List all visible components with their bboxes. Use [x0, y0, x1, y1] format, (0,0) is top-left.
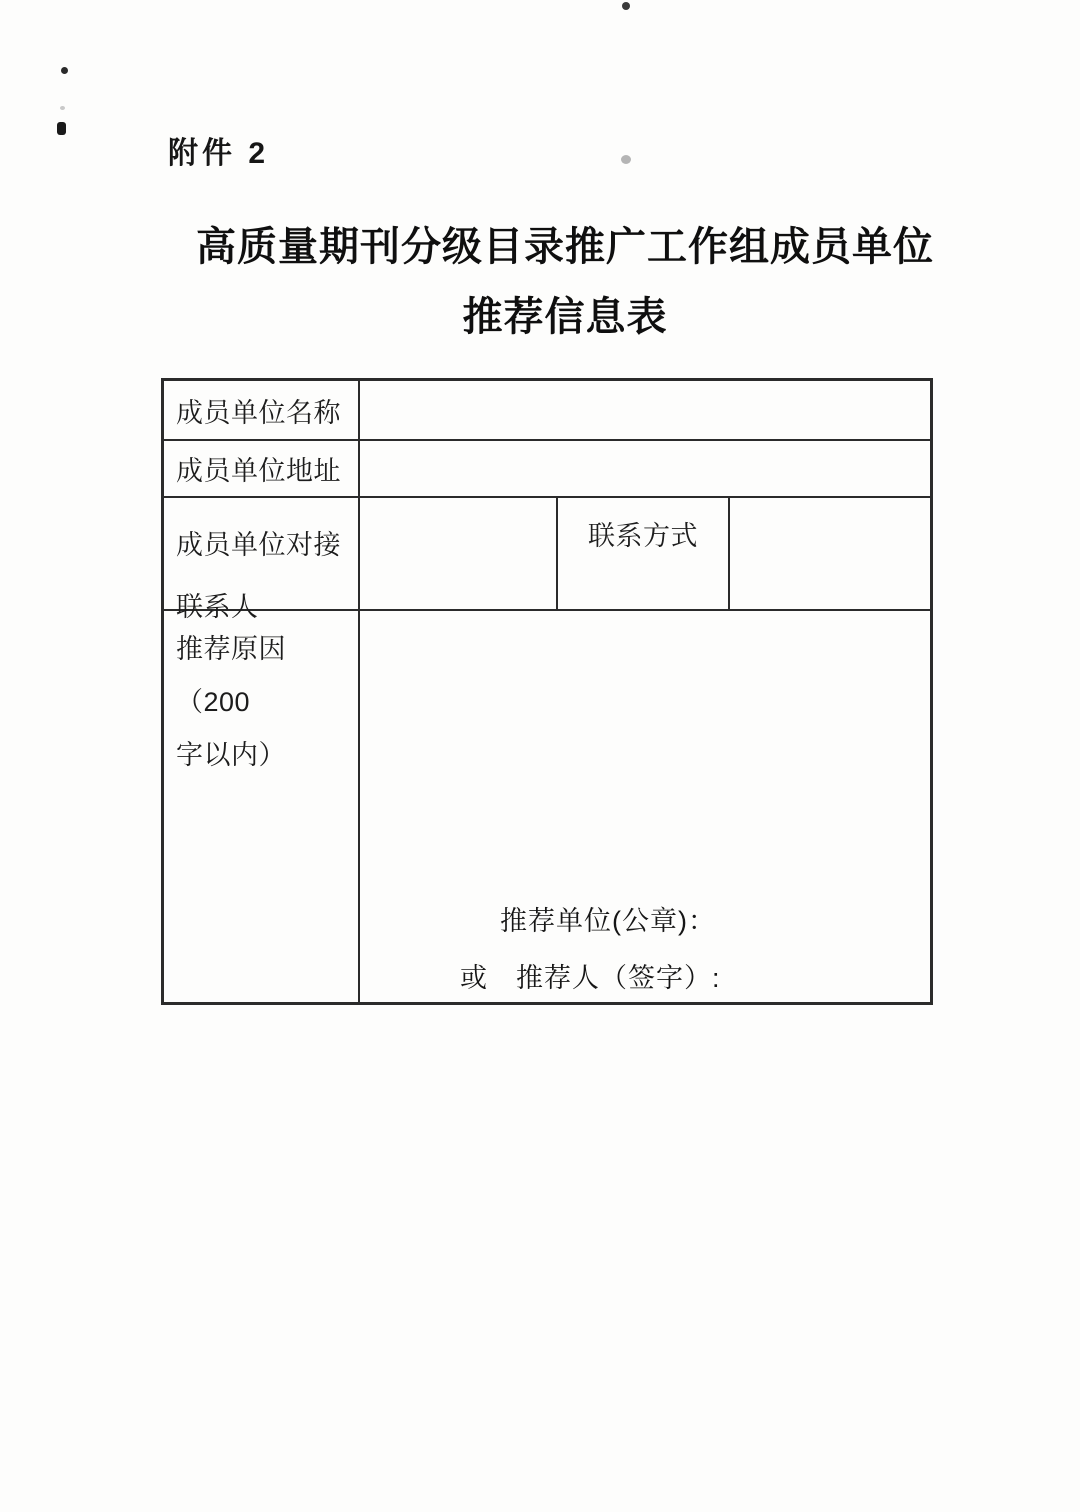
recommendation-form-table — [161, 378, 933, 1005]
row-label-member-unit-name: 成员单位名称 — [164, 381, 360, 441]
scan-speck — [621, 155, 631, 164]
row-label-recommendation-reason — [164, 611, 360, 1002]
row-label-contact-person-line1: 成员单位对接 — [176, 530, 341, 560]
row-label-recommendation-reason-line2: 字以内） — [176, 740, 286, 770]
document-title-line1: 高质量期刊分级目录推广工作组成员单位 — [196, 225, 934, 269]
attachment-label: 附件 2 — [168, 137, 270, 170]
scan-speck — [60, 106, 65, 110]
row-label-recommendation-reason-line1: 推荐原因（200 — [176, 634, 286, 717]
row-label-member-unit-address: 成员单位地址 — [164, 441, 360, 498]
recommendation-reason-field — [360, 611, 930, 1002]
scan-speck — [622, 2, 630, 10]
document-title-line2: 推荐信息表 — [462, 295, 668, 339]
signature-person-label: 或 推荐人（签字）: — [460, 963, 721, 993]
scan-speck — [61, 67, 68, 74]
member-unit-name-field — [360, 381, 930, 441]
row-label-contact-method: 联系方式 — [558, 498, 730, 611]
row-label-contact-person — [164, 498, 360, 622]
scan-speck — [57, 122, 66, 135]
document-title — [125, 212, 1005, 352]
contact-person-field — [360, 498, 558, 611]
row-label-contact-person-line2: 联系人 — [176, 592, 259, 622]
signature-unit-seal-label: 推荐单位(公章)： — [500, 906, 716, 936]
member-unit-address-field — [360, 441, 930, 498]
contact-method-field — [730, 498, 930, 611]
